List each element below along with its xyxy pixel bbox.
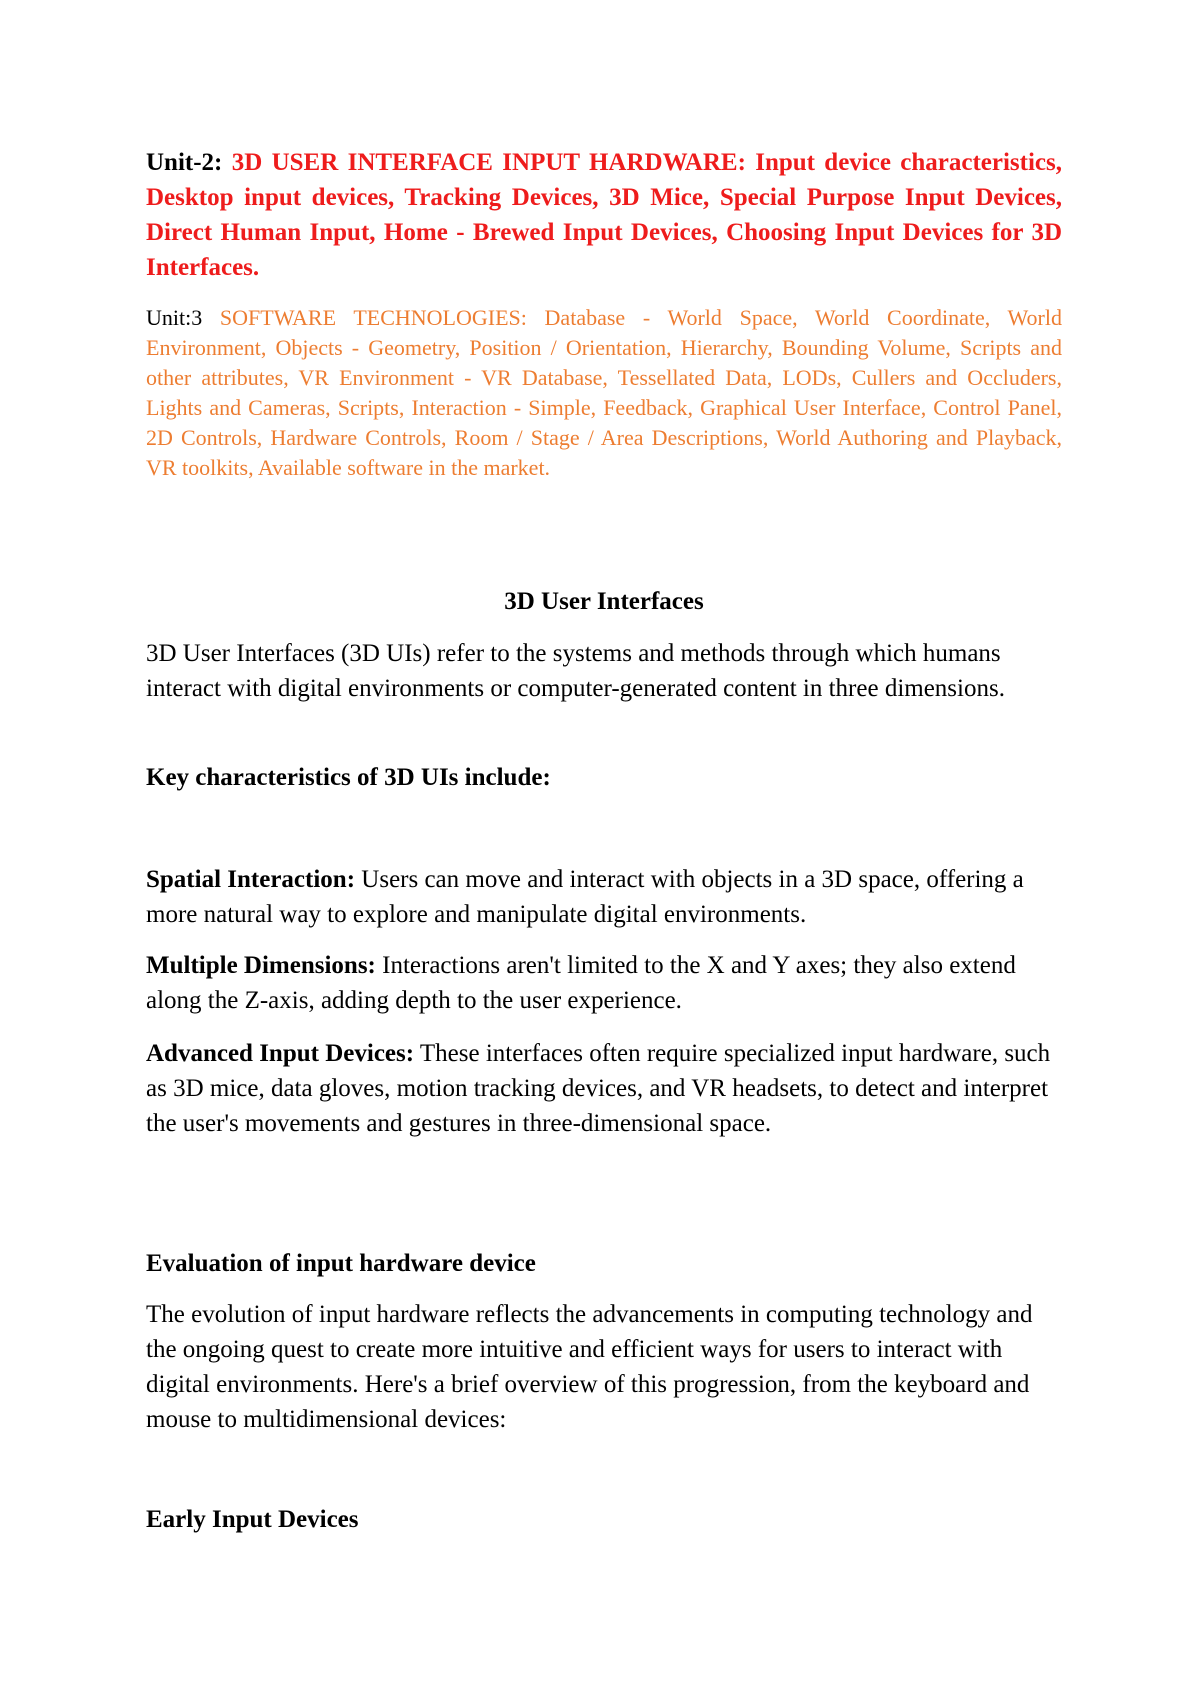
characteristic-text: Users can move and interact with objects in a 3D space, offering a more natural way to explore and manipulate digital environments. (146, 866, 1024, 928)
characteristic-multiple-dimensions (146, 948, 1062, 1018)
unit-3-topics: SOFTWARE TECHNOLOGIES: Database - World Space, World Coordinate, World Environment, Objects - Geometry, Position / Orientation, Hierarchy, Bounding Volume, Scripts and other attributes, VR Environment - VR Database, Tessellated Data, LODs, Cullers and Occluders, Lights and Cameras, Scripts, Interaction - Simple, Feedback, Graphical User Interface, Control Panel, 2D Controls, Hardware Controls, Room / Stage / Area Descriptions, World Authoring and Playback, VR toolkits, Available software in the market. (146, 305, 1062, 480)
unit-2-syllabus (146, 145, 1062, 285)
evaluation-paragraph: The evolution of input hardware reflects the advancements in computing technology and the ongoing quest to create more intuitive and efficient ways for users to interact with digital environments. Here's a brief overview of this progression, from the keyboard and mouse to multidimensional devices: (146, 1301, 1033, 1433)
characteristic-term: Advanced Input Devices: (146, 1040, 415, 1067)
characteristic-text: These interfaces often require specialized input hardware, such as 3D mice, data gloves, motion tracking devices, and VR headsets, to detect and interpret the user's movements and gestures in three-dimensional space. (146, 1040, 1051, 1137)
characteristic-text: Interactions aren't limited to the X and Y axes; they also extend along the Z-axis, adding depth to the user experience. (146, 952, 1016, 1014)
unit-3-syllabus (146, 303, 1062, 483)
characteristic-spatial-interaction (146, 862, 1062, 932)
unit-3-label: Unit:3 (146, 305, 203, 330)
intro-paragraph: 3D User Interfaces (3D UIs) refer to the systems and methods through which humans interact with digital environments or computer-generated content in three dimensions. (146, 640, 1005, 702)
characteristic-advanced-input-devices (146, 1036, 1062, 1141)
key-characteristics-heading: Key characteristics of 3D UIs include: (146, 764, 551, 791)
section-title: 3D User Interfaces (504, 588, 704, 615)
evaluation-heading: Evaluation of input hardware device (146, 1250, 536, 1277)
characteristic-term: Multiple Dimensions: (146, 952, 376, 979)
unit-2-label: Unit-2: (146, 149, 223, 176)
characteristic-term: Spatial Interaction: (146, 866, 356, 893)
unit-2-topics: 3D USER INTERFACE INPUT HARDWARE: Input device characteristics, Desktop input devices, Tracking Devices, 3D Mice, Special Purpose Input Devices, Direct Human Input, Home - Brewed Input Devices, Choosing Input Devices for 3D Interfaces. (146, 149, 1062, 281)
early-input-devices-heading: Early Input Devices (146, 1506, 359, 1533)
